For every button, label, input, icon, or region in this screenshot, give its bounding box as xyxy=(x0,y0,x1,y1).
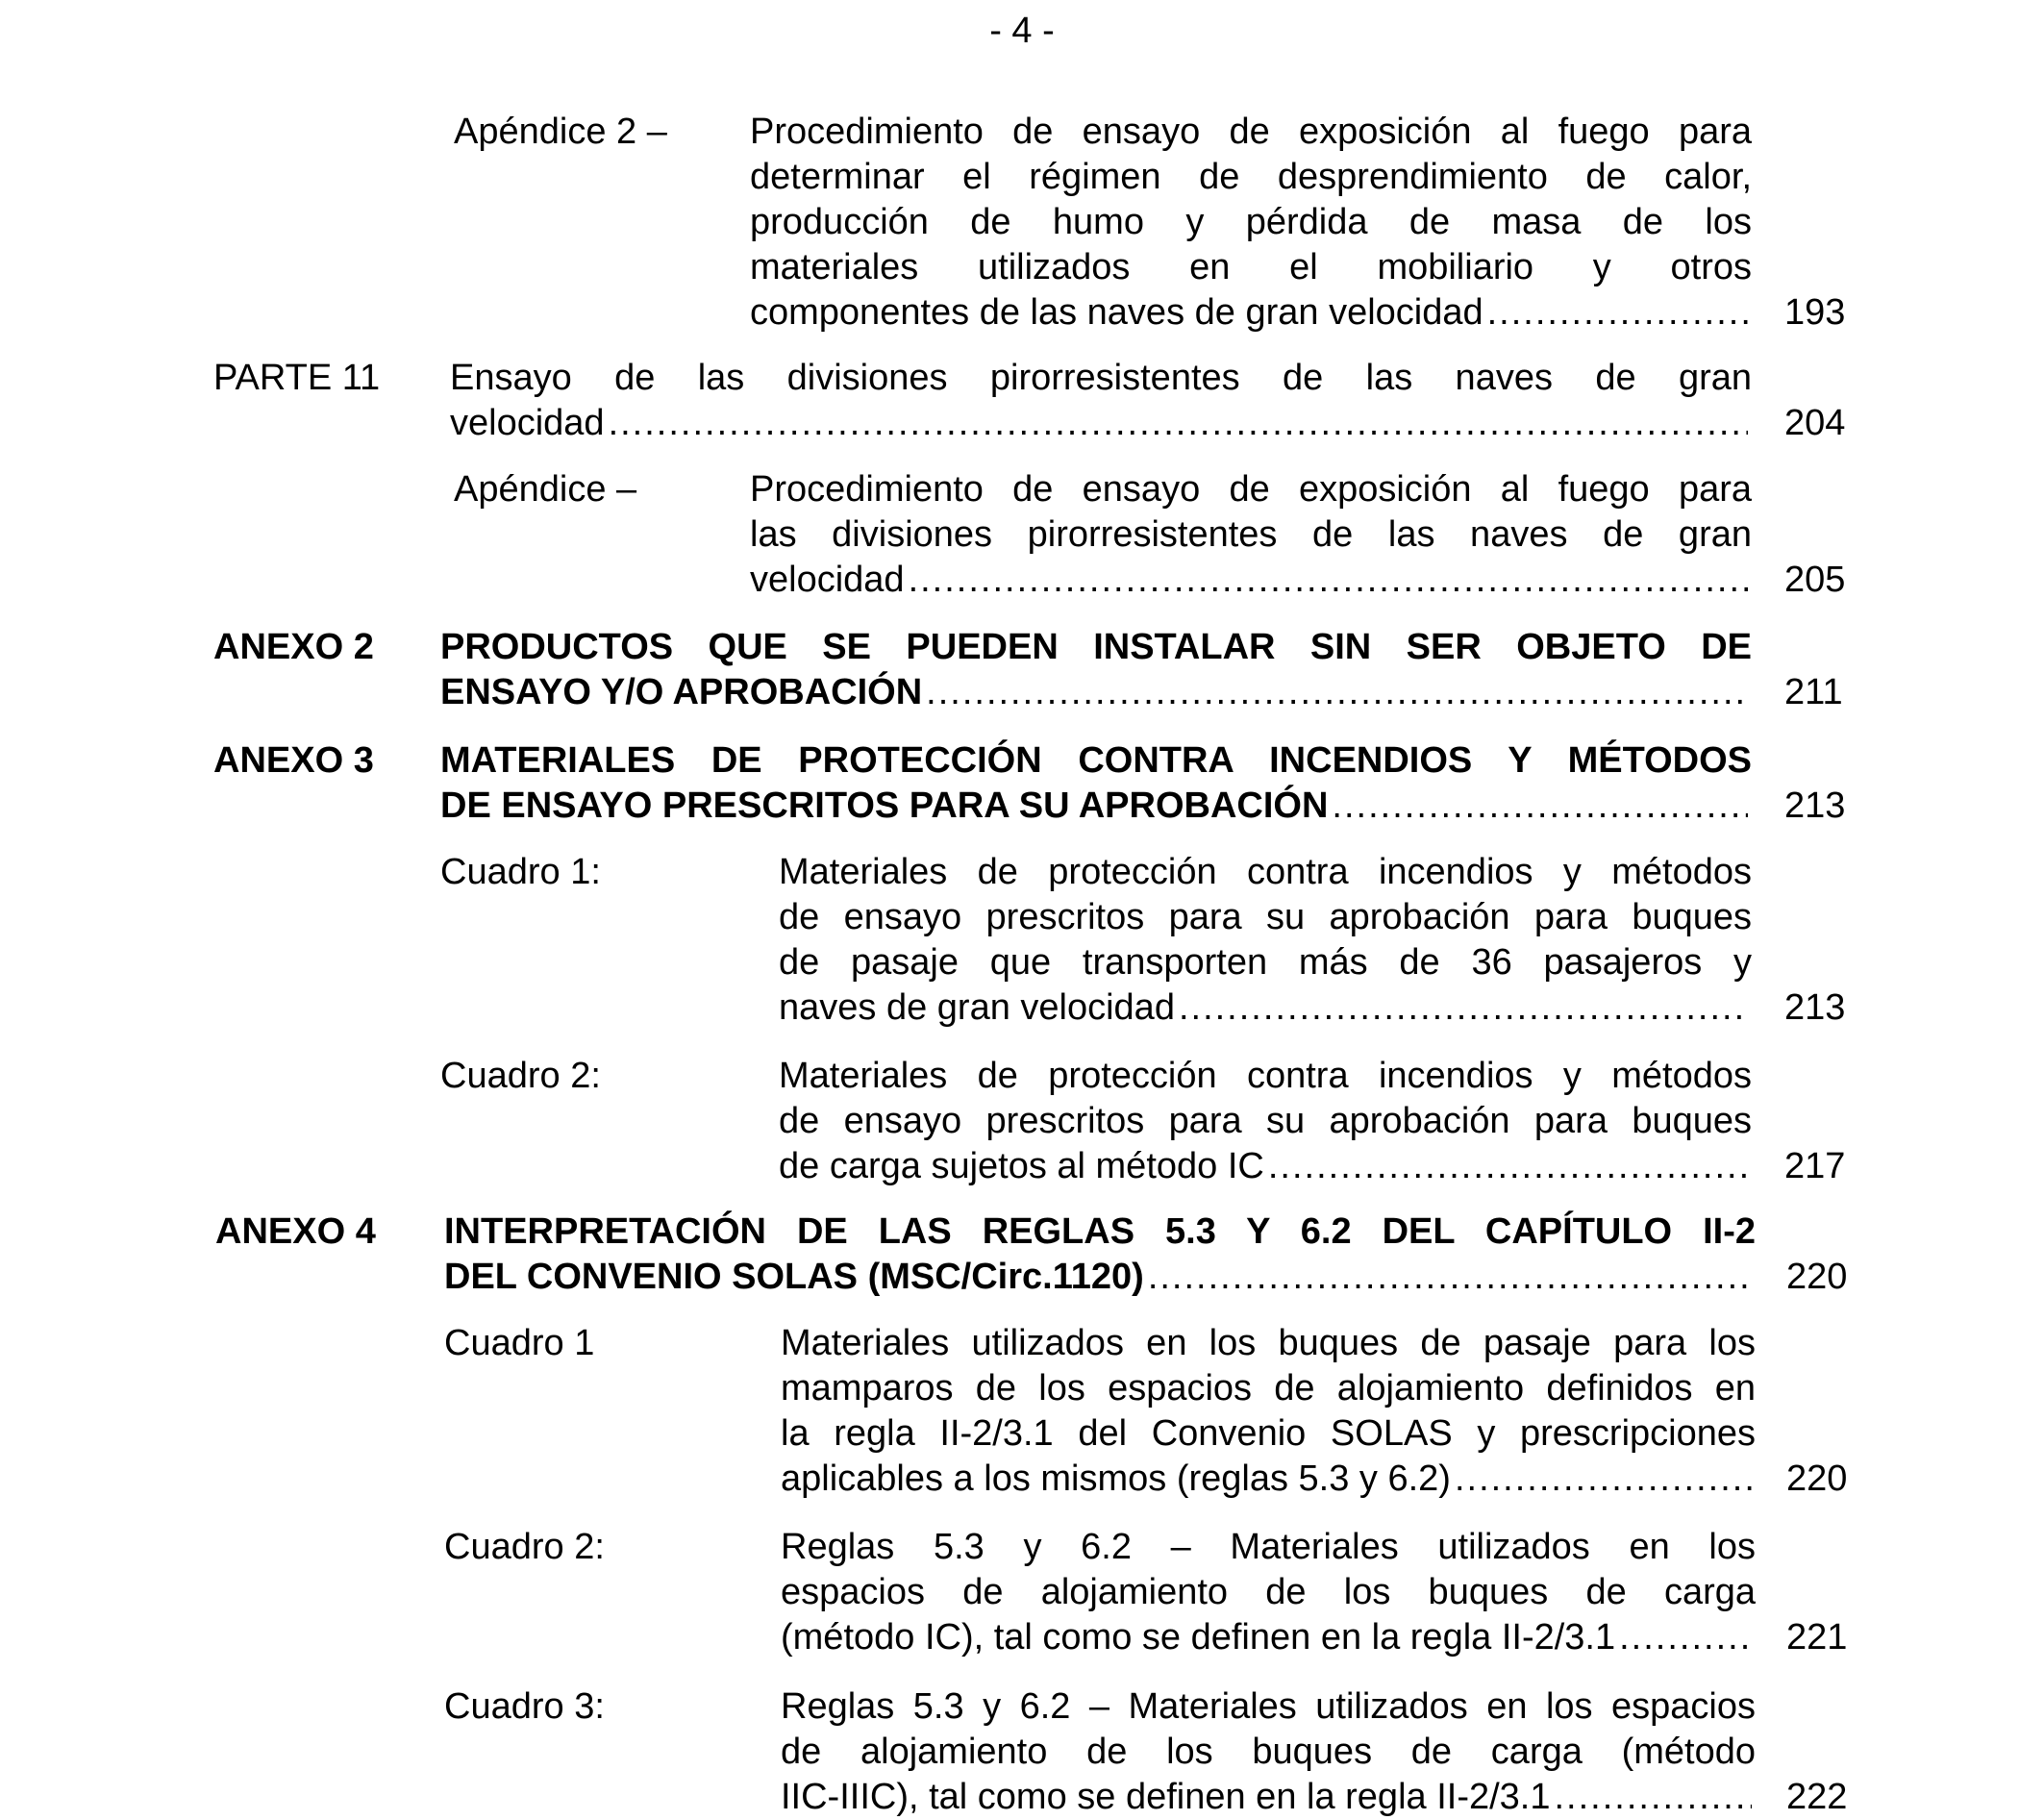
toc-entry-last-line xyxy=(750,290,1752,336)
dot-leader xyxy=(1487,290,1748,336)
toc-entry-text xyxy=(440,625,1752,715)
dot-leader xyxy=(1148,1255,1752,1300)
toc-entry-line: materiales utilizados en el mobiliario y otros xyxy=(750,247,1752,287)
toc-entry-line: DE ENSAYO PRESCRITOS PARA SU APROBACIÓN xyxy=(440,785,1329,826)
toc-entry-text xyxy=(750,467,1752,603)
toc-entry-line: de carga sujetos al método IC xyxy=(779,1146,1264,1186)
toc-entry-label: Cuadro 1 xyxy=(444,1323,595,1363)
toc-entry-line: la regla II-2/3.1 del Convenio SOLAS y prescripciones xyxy=(781,1413,1756,1454)
toc-entry-page: 211 xyxy=(1784,672,1843,712)
dot-leader xyxy=(1619,1615,1752,1660)
toc-entry-label: ANEXO 4 xyxy=(215,1211,376,1252)
toc-entry-label: Apéndice – xyxy=(454,469,637,510)
toc-entry-text xyxy=(440,738,1752,829)
page-number: - 4 - xyxy=(989,11,1055,51)
dot-leader xyxy=(1555,1775,1753,1820)
toc-entry-line: velocidad xyxy=(750,560,905,600)
toc-entry-line: PRODUCTOS QUE SE PUEDEN INSTALAR SIN SER OBJETO DE xyxy=(440,627,1752,667)
toc-entry-line: Reglas 5.3 y 6.2 – Materiales utilizados en los espacios xyxy=(781,1686,1756,1727)
toc-entry-line: naves de gran velocidad xyxy=(779,987,1175,1028)
toc-entry-line: Procedimiento de ensayo de exposición al fuego para xyxy=(750,469,1752,510)
toc-entry-line: determinar el régimen de desprendimiento de calor, xyxy=(750,157,1752,197)
toc-entry-last-line xyxy=(440,784,1752,829)
toc-entry-apendice-2 xyxy=(0,110,2044,340)
toc-entry-line: velocidad xyxy=(450,403,605,443)
toc-entry-label: Apéndice 2 – xyxy=(454,112,667,152)
toc-entry-text xyxy=(781,1321,1756,1502)
toc-entry-text xyxy=(750,110,1752,336)
toc-entry-label: ANEXO 2 xyxy=(213,627,374,667)
toc-entry-cuadro-1 xyxy=(0,850,2044,1042)
toc-entry-label: PARTE 11 xyxy=(213,358,381,398)
toc-entry-page: 213 xyxy=(1784,987,1846,1028)
toc-entry-line: Reglas 5.3 y 6.2 – Materiales utilizados en los xyxy=(781,1527,1756,1567)
toc-entry-text xyxy=(781,1525,1756,1660)
toc-entry-page: 205 xyxy=(1784,560,1846,600)
toc-entry-last-line xyxy=(781,1457,1756,1502)
toc-entry-page: 213 xyxy=(1784,785,1846,826)
toc-entry-cuadro-3 xyxy=(0,1684,2044,1820)
toc-entry-line: las divisiones pirorresistentes de las naves de gran xyxy=(750,514,1752,555)
toc-entry-parte-11 xyxy=(0,356,2044,452)
toc-entry-apendice xyxy=(0,467,2044,611)
toc-entry-line: mamparos de los espacios de alojamiento definidos en xyxy=(781,1368,1756,1409)
toc-entry-page: 217 xyxy=(1784,1146,1846,1186)
toc-entry-line: ENSAYO Y/O APROBACIÓN xyxy=(440,672,923,712)
toc-entry-line: aplicables a los mismos (reglas 5.3 y 6.2) xyxy=(781,1458,1451,1499)
toc-entry-last-line xyxy=(779,1144,1752,1189)
toc-entry-label: Cuadro 2: xyxy=(444,1527,605,1567)
toc-entry-anexo-3 xyxy=(0,738,2044,835)
toc-entry-line: (método IC), tal como se definen en la regla II-2/3.1 xyxy=(781,1617,1616,1658)
toc-entry-last-line xyxy=(444,1255,1756,1300)
toc-entry-page: 204 xyxy=(1784,403,1846,443)
toc-entry-line: Procedimiento de ensayo de exposición al fuego para xyxy=(750,112,1752,152)
toc-entry-page: 222 xyxy=(1786,1777,1848,1817)
dot-leader xyxy=(609,401,1748,446)
toc-entry-cuadro-2 xyxy=(0,1054,2044,1198)
toc-entry-line: de ensayo prescritos para su aprobación para buques xyxy=(779,897,1752,937)
toc-entry-page: 193 xyxy=(1784,292,1846,333)
toc-entry-line: de pasaje que transporten más de 36 pasajeros y xyxy=(779,942,1752,983)
toc-entry-text xyxy=(444,1209,1756,1300)
toc-entry-cuadro-1-anexo-4 xyxy=(0,1321,2044,1513)
toc-entry-line: de ensayo prescritos para su aprobación para buques xyxy=(779,1101,1752,1141)
toc-entry-text xyxy=(779,1054,1752,1189)
toc-entry-anexo-4 xyxy=(0,1209,2044,1306)
toc-entry-line: espacios de alojamiento de los buques de carga xyxy=(781,1572,1756,1612)
toc-entry-line: componentes de las naves de gran velocidad xyxy=(750,292,1483,333)
toc-entry-anexo-2 xyxy=(0,625,2044,721)
toc-entry-line: MATERIALES DE PROTECCIÓN CONTRA INCENDIOS Y MÉTODOS xyxy=(440,740,1752,781)
dot-leader xyxy=(1332,784,1748,829)
toc-entry-last-line xyxy=(450,401,1752,446)
toc-entry-last-line xyxy=(781,1615,1756,1660)
toc-entry-line: Materiales de protección contra incendios y métodos xyxy=(779,852,1752,892)
dot-leader xyxy=(926,670,1748,715)
toc-entry-last-line xyxy=(440,670,1752,715)
toc-entry-page: 221 xyxy=(1786,1617,1848,1658)
toc-entry-line: Materiales utilizados en los buques de pasaje para los xyxy=(781,1323,1756,1363)
toc-entry-label: Cuadro 1: xyxy=(440,852,601,892)
toc-entry-last-line xyxy=(779,985,1752,1031)
toc-entry-label: Cuadro 3: xyxy=(444,1686,605,1727)
toc-entry-line: producción de humo y pérdida de masa de los xyxy=(750,202,1752,242)
toc-entry-text xyxy=(450,356,1752,446)
toc-entry-text xyxy=(779,850,1752,1031)
toc-entry-line: INTERPRETACIÓN DE LAS REGLAS 5.3 Y 6.2 DEL CAPÍTULO II-2 xyxy=(444,1211,1756,1252)
dot-leader xyxy=(1455,1457,1752,1502)
toc-entry-label: ANEXO 3 xyxy=(213,740,374,781)
toc-entry-cuadro-2-anexo-4 xyxy=(0,1525,2044,1669)
toc-entry-line: Ensayo de las divisiones pirorresistentes de las naves de gran xyxy=(450,358,1752,398)
toc-entry-page: 220 xyxy=(1786,1257,1848,1297)
dot-leader xyxy=(1179,985,1748,1031)
toc-entry-last-line xyxy=(750,558,1752,603)
toc-entry-text xyxy=(781,1684,1756,1820)
toc-entry-line: DEL CONVENIO SOLAS (MSC/Circ.1120) xyxy=(444,1257,1144,1297)
toc-entry-page: 220 xyxy=(1786,1458,1848,1499)
toc-entry-label: Cuadro 2: xyxy=(440,1056,601,1096)
toc-entry-line: IIC-IIIC), tal como se definen en la regla II-2/3.1 xyxy=(781,1777,1551,1817)
toc-entry-line: Materiales de protección contra incendios y métodos xyxy=(779,1056,1752,1096)
dot-leader xyxy=(909,558,1748,603)
dot-leader xyxy=(1268,1144,1748,1189)
toc-entry-line: de alojamiento de los buques de carga (método xyxy=(781,1732,1756,1772)
toc-entry-last-line xyxy=(781,1775,1756,1820)
